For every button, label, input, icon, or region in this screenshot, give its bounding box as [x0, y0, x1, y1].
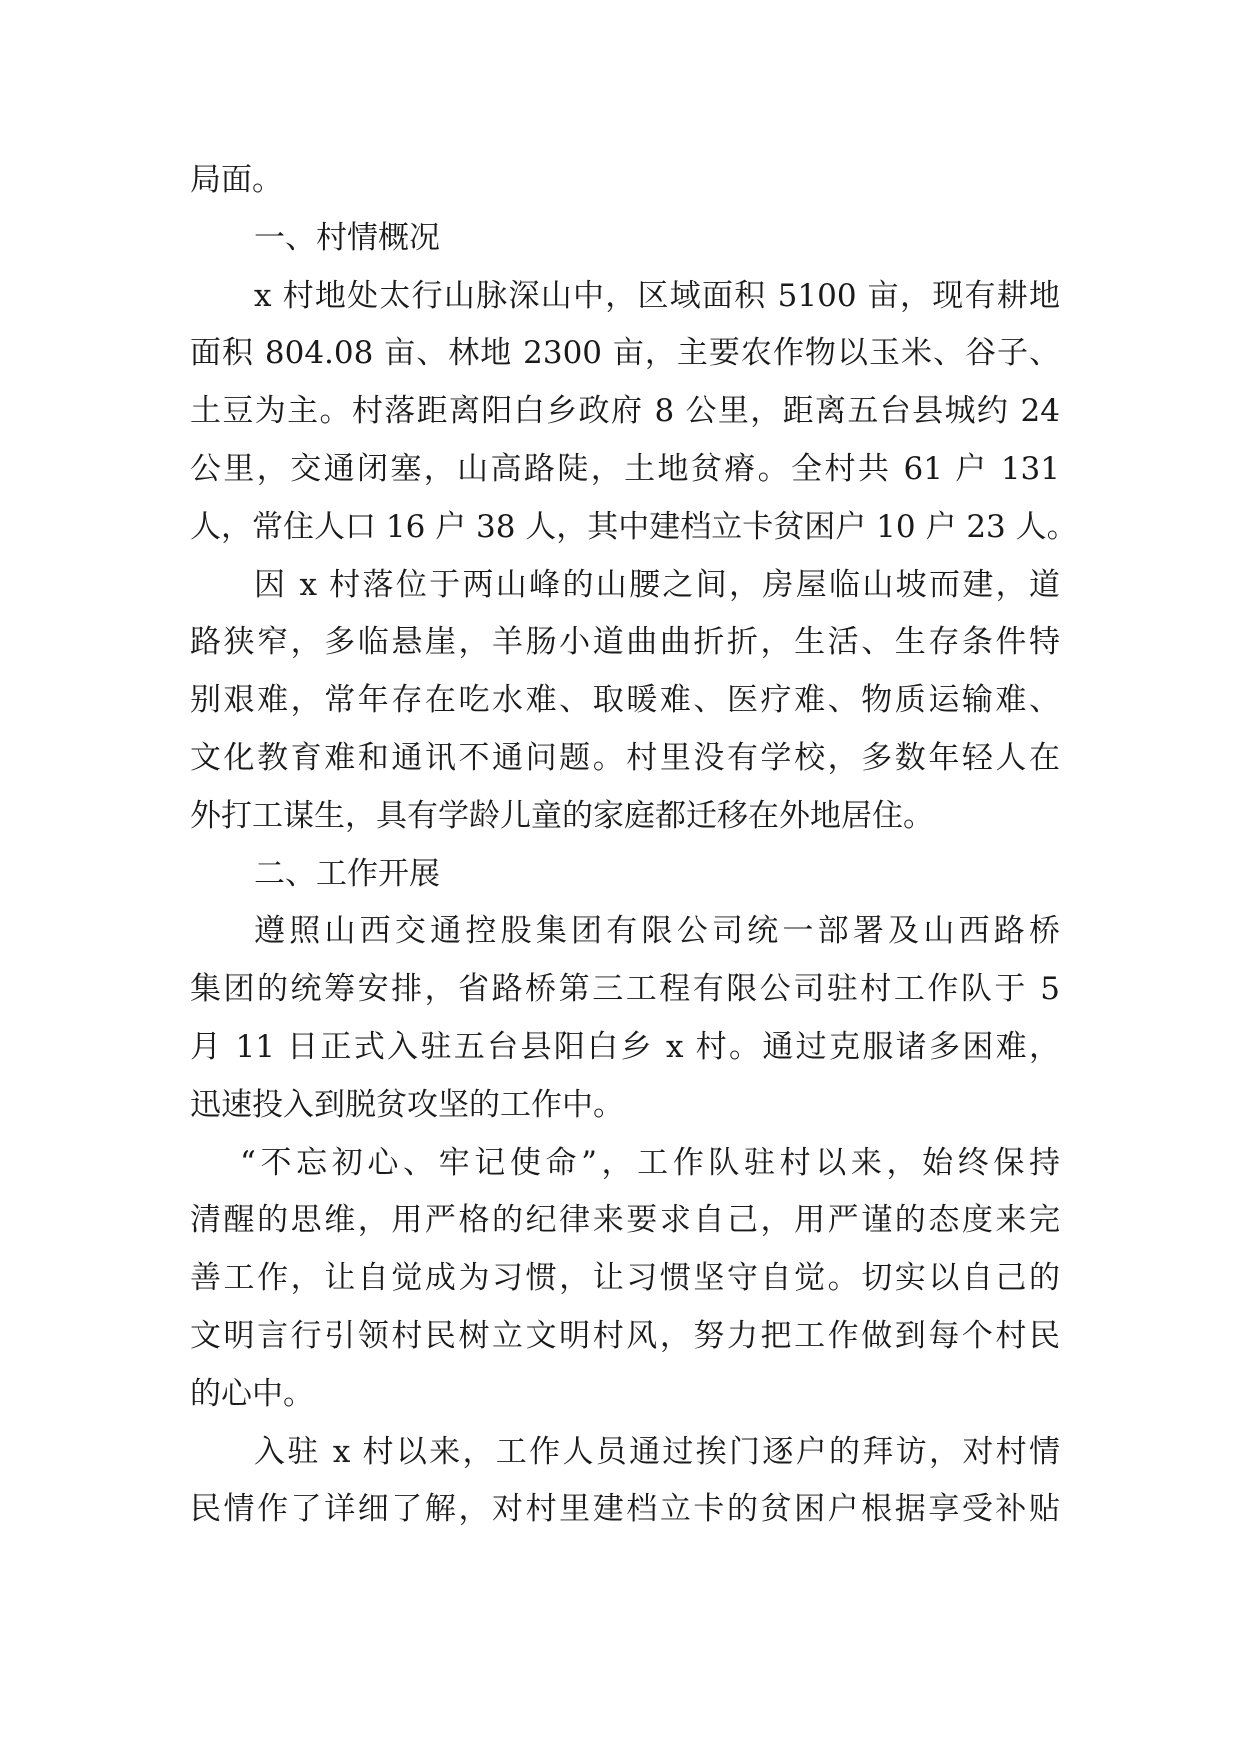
section-heading-work-progress: 二、工作开展 [254, 855, 440, 892]
paragraph-line: 面积 804.08 亩、林地 2300 亩，主要农作物以玉米、谷子、 [190, 335, 1060, 372]
paragraph-line: 迅速投入到脱贫攻坚的工作中。 [190, 1086, 624, 1123]
paragraph-line: 公里，交通闭塞，山高路陡，土地贫瘠。全村共 61 户 131 [190, 450, 1060, 487]
paragraph-line: 土豆为主。村落距离阳白乡政府 8 公里，距离五台县城约 24 [190, 393, 1060, 430]
paragraph-line: 人，常住人口 16 户 38 人，其中建档立卡贫困户 10 户 23 人。 [190, 508, 1078, 545]
paragraph-line: x 村地处太行山脉深山中，区域面积 5100 亩，现有耕地 [254, 277, 1060, 314]
paragraph-line: 入驻 x 村以来，工作人员通过挨门逐户的拜访，对村情 [254, 1433, 1060, 1470]
paragraph-line: 路狭窄，多临悬崖，羊肠小道曲曲折折，生活、生存条件特 [190, 624, 1060, 661]
paragraph-line: 文化教育难和通讯不通问题。村里没有学校，多数年轻人在 [190, 739, 1060, 776]
paragraph-line: 局面。 [190, 162, 283, 198]
paragraph-line: 外打工谋生，具有学龄儿童的家庭都迁移在外地居住。 [190, 797, 934, 834]
paragraph-line: 因 x 村落位于两山峰的山腰之间，房屋临山坡而建，道 [254, 566, 1060, 603]
section-heading-village-overview: 一、村情概况 [254, 219, 440, 256]
paragraph-line: “不忘初心、牢记使命”，工作队驻村以来，始终保持 [240, 1144, 1060, 1181]
paragraph-line: 遵照山西交通控股集团有限公司统一部署及山西路桥 [254, 913, 1060, 950]
paragraph-line: 的心中。 [190, 1375, 314, 1412]
paragraph-line: 集团的统筹安排，省路桥第三工程有限公司驻村工作队于 5 [190, 971, 1060, 1008]
paragraph-line: 民情作了详细了解，对村里建档立卡的贫困户根据享受补贴 [190, 1491, 1060, 1528]
paragraph-line: 清醒的思维，用严格的纪律来要求自己，用严谨的态度来完 [190, 1202, 1060, 1239]
paragraph-line: 月 11 日正式入驻五台县阳白乡 x 村。通过克服诸多困难， [190, 1028, 1060, 1065]
paragraph-line: 别艰难，常年存在吃水难、取暖难、医疗难、物质运输难、 [190, 682, 1060, 719]
paragraph-line: 文明言行引领村民树立文明村风，努力把工作做到每个村民 [190, 1317, 1060, 1354]
document-body [190, 152, 1078, 1539]
paragraph-line: 善工作，让自觉成为习惯，让习惯坚守自觉。切实以自己的 [190, 1260, 1060, 1297]
